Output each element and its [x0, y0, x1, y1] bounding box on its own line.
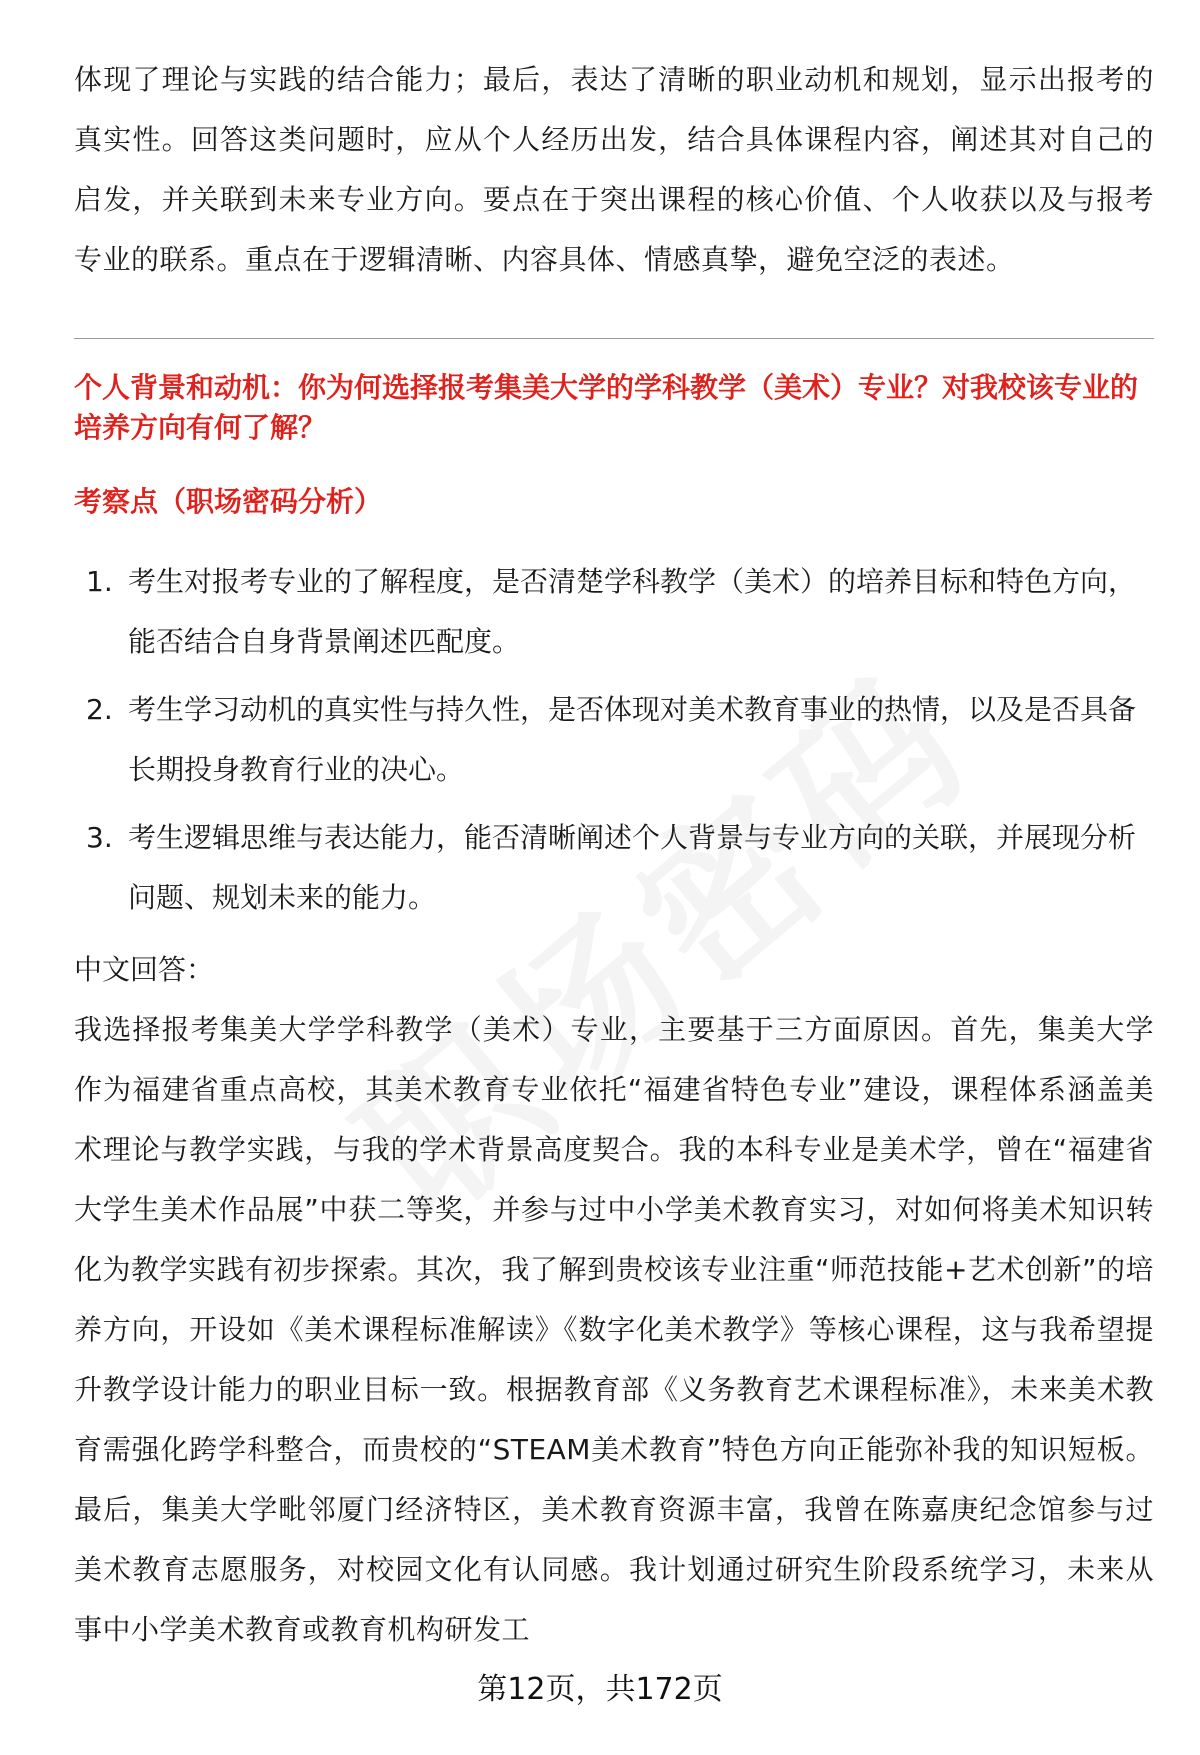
list-item-text: 考生对报考专业的了解程度，是否清楚学科教学（美术）的培养目标和特色方向，能否结合自身背景阐述匹配度。 [128, 565, 1137, 658]
answer-paragraph: 我选择报考集美大学学科教学（美术）专业，主要基于三方面原因。首先，集美大学作为福建省重点高校，其美术教育专业依托“福建省特色专业”建设，课程体系涵盖美术理论与教学实践，与我的学术背景高度契合。我的本科专业是美术学，曾在“福建省大学生美术作品展”中获二等奖，并参与过中小学美术教育实习，对如何将美术知识转化为教学实践有初步探索。其次，我了解到贵校该专业注重“师范技能+艺术创新”的培养方向，开设如《美术课程标准解读》《数字化美术教学》等核心课程，这与我希望提升教学设计能力的职业目标一致。根据教育部《义务教育艺术课程标准》，未来美术教育需强化跨学科整合，而贵校的“STEAM美术教育”特色方向正能弥补我的知识短板。最后，集美大学毗邻厦门经济特区，美术教育资源丰富，我曾在陈嘉庚纪念馆参与过美术教育志愿服务，对校园文化有认同感。我计划通过研究生阶段系统学习，未来从事中小学美术教育或教育机构研发工 [74, 1013, 1154, 1646]
page-footer: 第12页，共172页 [477, 1672, 723, 1707]
list-item-text: 考生逻辑思维与表达能力，能否清晰阐述个人背景与专业方向的关联，并展现分析问题、规划未来的能力。 [128, 821, 1137, 914]
examination-points-list [74, 552, 1154, 928]
list-item-number: 2. [86, 693, 113, 726]
section-divider [74, 338, 1154, 339]
list-item-number: 1. [86, 565, 113, 598]
examination-points-heading: 考察点（职场密码分析） [74, 485, 383, 518]
question-heading: 个人背景和动机：你为何选择报考集美大学的学科教学（美术）专业？对我校该专业的培养方向有何了解？ [74, 371, 1139, 444]
list-item-text: 考生学习动机的真实性与持久性，是否体现对美术教育事业的热情，以及是否具备长期投身教育行业的决心。 [128, 693, 1137, 786]
answer-label: 中文回答： [74, 953, 215, 986]
list-item [74, 808, 1154, 928]
document-page [74, 0, 1154, 1755]
list-item [74, 680, 1154, 800]
list-item [74, 552, 1154, 672]
list-item-number: 3. [86, 821, 113, 854]
intro-paragraph: 体现了理论与实践的结合能力；最后，表达了清晰的职业动机和规划，显示出报考的真实性。回答这类问题时，应从个人经历出发，结合具体课程内容，阐述其对自己的启发，并关联到未来专业方向。要点在于突出课程的核心价值、个人收获以及与报考专业的联系。重点在于逻辑清晰、内容具体、情感真挚，避免空泛的表述。 [74, 63, 1154, 276]
